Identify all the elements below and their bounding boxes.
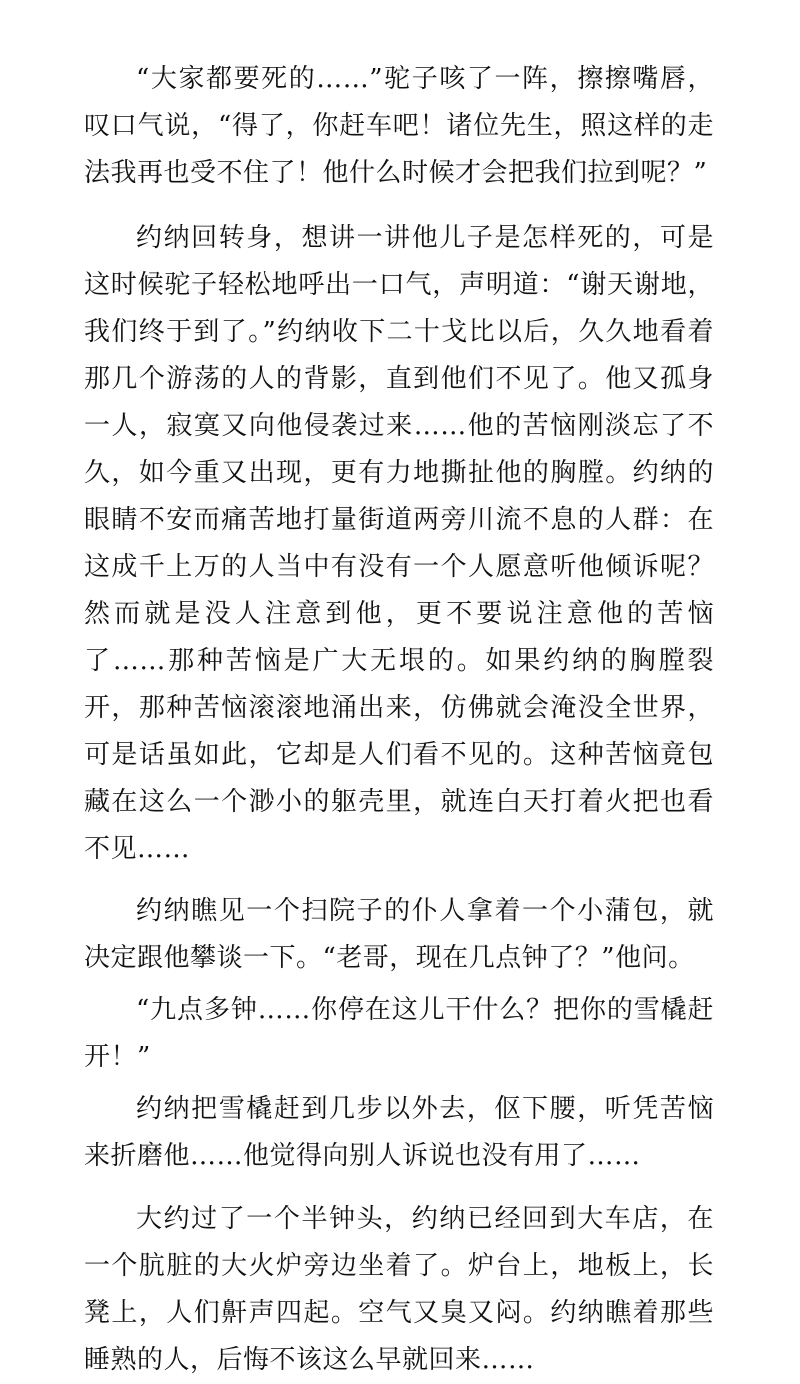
paragraph-4: “九点多钟……你停在这儿干什么？把你的雪橇赶开！” bbox=[84, 995, 714, 1072]
paragraph-2: 约纳回转身，想讲一讲他儿子是怎样死的，可是这时候驼子轻松地呼出一口气，声明道：“谢天谢地，我们终于到了。”约纳收下二十戈比以后，久久地看着那几个游荡的人的背影，直到他们不见了。他又孤身一人，寂寞又向他侵袭过来……他的苦恼刚淡忘了不久，如今重又出现，更有力地撕扯他的胸膛。约纳的眼睛不安而痛苦地打量街道两旁川流不息的人群：在这成千上万的人当中有没有一个人愿意听他倾诉呢？然而就是没人注意到他，更不要说注意他的苦恼了……那种苦恼是广大无垠的。如果约纳的胸膛裂开，那种苦恼滚滚地涌出来，仿佛就会淹没全世界，可是话虽如此，它却是人们看不见的。这种苦恼竟包藏在这么一个渺小的躯壳里，就连白天打着火把也看不见…… bbox=[84, 223, 714, 864]
paragraph-5: 约纳把雪橇赶到几步以外去，伛下腰，听凭苦恼来折磨他……他觉得向别人诉说也没有用了…… bbox=[84, 1094, 714, 1171]
paragraph-3: 约纳瞧见一个扫院子的仆人拿着一个小蒲包，就决定跟他攀谈一下。“老哥，现在几点钟了？”他问。 bbox=[84, 896, 714, 973]
paragraph-6: 大约过了一个半钟头，约纳已经回到大车店，在一个肮脏的大火炉旁边坐着了。炉台上，地板上，长凳上，人们鼾声四起。空气又臭又闷。约纳瞧着那些睡熟的人，后悔不该这么早就回来…… bbox=[84, 1204, 714, 1375]
document-page bbox=[84, 56, 714, 1384]
paragraph-1: “大家都要死的……”驼子咳了一阵，擦擦嘴唇，叹口气说，“得了，你赶车吧！诸位先生，照这样的走法我再也受不住了！他什么时候才会把我们拉到呢？” bbox=[84, 64, 714, 188]
